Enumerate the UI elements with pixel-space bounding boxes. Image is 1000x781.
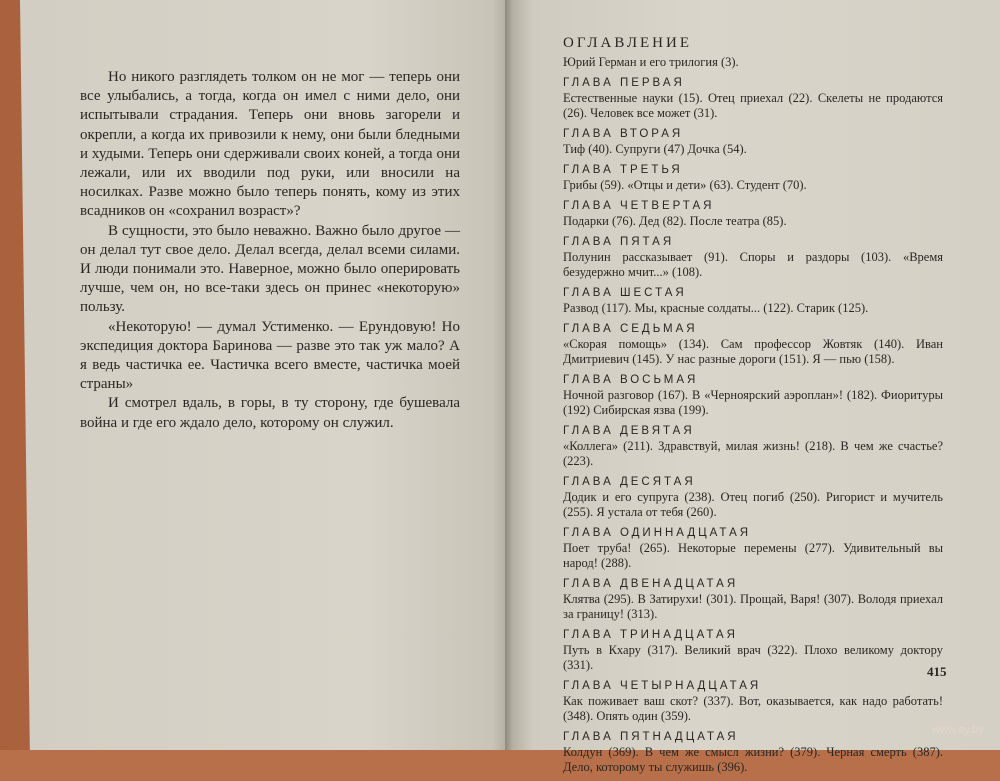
chapter-entries: Как поживает ваш скот? (337). Вот, оказывается, как надо работать! (348). Опять один (359). — [563, 694, 943, 723]
toc-chapter — [563, 730, 943, 775]
chapter-heading: ГЛАВА ЧЕТЫРНАДЦАТАЯ — [563, 680, 762, 692]
chapter-entries: Полунин рассказывает (91). Споры и раздоры (103). «Время безудержно мчит...» (108). — [563, 250, 943, 279]
chapter-entries: Клятва (295). В Затирухи! (301). Прощай, Варя! (307). Володя приехал за границу! (313). — [563, 592, 943, 621]
chapter-heading: ГЛАВА ОДИННАДЦАТАЯ — [563, 527, 752, 539]
chapter-entries: Поет труба! (265). Некоторые перемены (277). Удивительный вы народ! (288). — [563, 541, 943, 570]
paragraph-3: «Некоторую! — думал Устименко. — Ерундовую! Но экспедиция доктора Баринова — разве это так уж мало? А я ведь частичка ее. Частичка всего вместе, частичка моей страны» — [80, 318, 460, 393]
chapter-heading: ГЛАВА ВТОРАЯ — [563, 128, 684, 140]
chapter-heading: ГЛАВА ПЕРВАЯ — [563, 77, 685, 89]
chapter-list — [563, 76, 943, 775]
toc-chapter — [563, 322, 943, 367]
page-number: 415 — [927, 664, 947, 679]
chapter-entries: «Скорая помощь» (134). Сам профессор Жовтяк (140). Иван Дмитриевич (145). У нас разные дороги (151). Я — пью (158). — [563, 337, 943, 366]
table-of-contents — [563, 36, 943, 781]
toc-chapter — [563, 76, 943, 121]
chapter-entries: Грибы (59). «Отцы и дети» (63). Студент (70). — [563, 178, 807, 192]
chapter-heading: ГЛАВА ЧЕТВЕРТАЯ — [563, 200, 715, 212]
chapter-heading: ГЛАВА ПЯТНАДЦАТАЯ — [563, 731, 739, 743]
toc-chapter — [563, 199, 943, 229]
book-gutter — [505, 0, 513, 750]
chapter-entries: «Коллега» (211). Здравствуй, милая жизнь! (218). В чем же счастье? (223). — [563, 439, 943, 468]
paragraph-1: Но никого разглядеть толком он не мог — теперь они все улыбались, а тогда, когда он имел с ними дело, они испытывали страдания. Теперь они вновь загорели и окрепли, а когда их привозили к нему, они были бледными и худыми. Теперь они сдерживали своих коней, а тогда они лежали, или их вводили под руки, или вносили на носилках. Разве можно было теперь понять, кому из этих всадников он «сохранил возраст»? — [80, 69, 460, 220]
toc-chapter — [563, 526, 943, 571]
toc-chapter — [563, 373, 943, 418]
toc-chapter — [563, 286, 943, 316]
toc-chapter — [563, 163, 943, 193]
chapter-entries: Додик и его супруга (238). Отец погиб (250). Ригорист и мучитель (255). Я устала от тебя (260). — [563, 490, 943, 519]
chapter-entries: Тиф (40). Супруги (47) Дочка (54). — [563, 142, 747, 156]
chapter-heading: ГЛАВА ДЕВЯТАЯ — [563, 425, 695, 437]
toc-chapter — [563, 475, 943, 520]
chapter-heading: ГЛАВА ТРИНАДЦАТАЯ — [563, 629, 738, 641]
toc-chapter — [563, 424, 943, 469]
toc-chapter — [563, 679, 943, 724]
left-page-text — [80, 68, 460, 433]
chapter-heading: ГЛАВА ТРЕТЬЯ — [563, 164, 683, 176]
chapter-entries: Ночной разговор (167). В «Черноярский аэроплан»! (182). Фиоритуры (192) Сибирская язва (199). — [563, 388, 943, 417]
chapter-entries: Естественные науки (15). Отец приехал (22). Скелеты не продаются (26). Человек все может (31). — [563, 91, 943, 120]
toc-chapter — [563, 127, 943, 157]
toc-preface: Юрий Герман и его трилогия (3). — [563, 55, 739, 69]
toc-chapter — [563, 628, 943, 673]
watermark: www.ay.by — [932, 724, 984, 736]
chapter-heading: ГЛАВА ДВЕНАДЦАТАЯ — [563, 578, 739, 590]
toc-chapter — [563, 577, 943, 622]
chapter-entries: Путь в Кхару (317). Великий врач (322). Плохо великому доктору (331). — [563, 643, 943, 672]
chapter-heading: ГЛАВА ПЯТАЯ — [563, 236, 675, 248]
chapter-heading: ГЛАВА СЕДЬМАЯ — [563, 323, 698, 335]
chapter-heading: ГЛАВА ВОСЬМАЯ — [563, 374, 699, 386]
chapter-entries: Колдун (369). В чем же смысл жизни? (379). Черная смерть (387). Дело, которому ты служишь (396). — [563, 745, 943, 774]
toc-chapter — [563, 235, 943, 280]
chapter-entries: Развод (117). Мы, красные солдаты... (122). Старик (125). — [563, 301, 869, 315]
paragraph-4: И смотрел вдаль, в горы, в ту сторону, где бушевала война и где его ждало дело, которому он служил. — [80, 395, 460, 431]
chapter-entries: Подарки (76). Дед (82). После театра (85). — [563, 214, 787, 228]
toc-title: ОГЛАВЛЕНИЕ — [563, 35, 692, 51]
chapter-heading: ГЛАВА ШЕСТАЯ — [563, 287, 687, 299]
paragraph-2: В сущности, это было неважно. Важно было другое — он делал тут свое дело. Делал всегда, делал всеми силами. И люди понимали это. Наверное, можно было оперировать лучше, чем он, но все-таки здесь он принес «некоторую» пользу. — [80, 222, 460, 316]
chapter-heading: ГЛАВА ДЕСЯТАЯ — [563, 476, 696, 488]
